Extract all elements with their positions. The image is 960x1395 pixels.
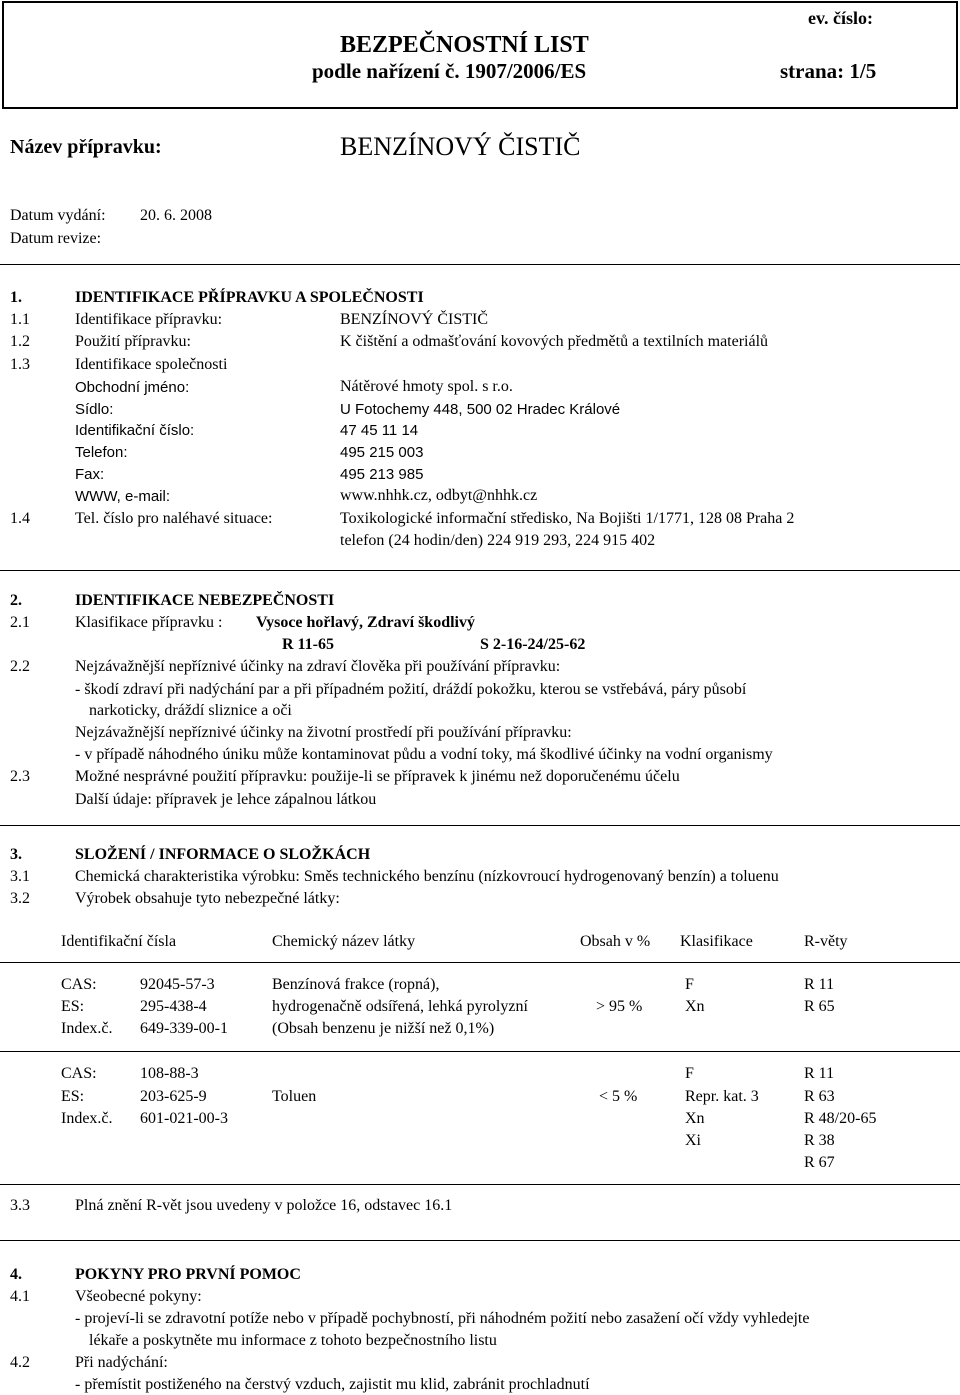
id-label: Index.č. xyxy=(61,1110,113,1127)
item-4-2-number: 4.2 xyxy=(10,1354,30,1371)
item-1-3-label: Identifikace společnosti xyxy=(75,356,228,373)
item-1-2-label: Použití přípravku: xyxy=(75,333,191,350)
classification-value: Vysoce hořlavý, Zdraví škodlivý xyxy=(256,614,475,631)
item-1-4-number: 1.4 xyxy=(10,510,30,527)
emergency-center: Toxikologické informační středisko, Na Bojišti 1/1771, 128 08 Praha 2 xyxy=(340,510,795,527)
health-effects-text-cont: narkoticky, dráždí sliznice a oči xyxy=(89,702,292,719)
general-instructions-text-cont: lékaře a poskytněte mu informace z tohoto bezpečnostního listu xyxy=(89,1332,497,1349)
content-percent: < 5 % xyxy=(599,1088,638,1105)
content-percent: > 95 % xyxy=(596,998,643,1015)
classification: F xyxy=(685,976,694,993)
item-1-4-label: Tel. číslo pro naléhavé situace: xyxy=(75,510,273,527)
item-1-3-number: 1.3 xyxy=(10,356,30,373)
issue-date: 20. 6. 2008 xyxy=(140,207,212,224)
phone-label: Telefon: xyxy=(75,444,128,461)
section-3-number: 3. xyxy=(10,846,22,863)
company-id: 47 45 11 14 xyxy=(340,422,419,439)
divider xyxy=(0,825,960,826)
general-instructions-text: - projeví-li se zdravotní potíže nebo v případě pochybností, při náhodném požití nebo zasažení očí vždy vyhledejte xyxy=(75,1310,810,1327)
seat-value: U Fotochemy 448, 500 02 Hradec Králové xyxy=(340,401,621,418)
col-header-name: Chemický název látky xyxy=(272,933,416,950)
classification: Xi xyxy=(685,1132,701,1149)
page-number: strana: 1/5 xyxy=(780,59,877,83)
hazardous-substances-intro: Výrobek obsahuje tyto nebezpečné látky: xyxy=(75,890,340,907)
r-phrase: R 11 xyxy=(804,976,835,993)
company-id-label: Identifikační číslo: xyxy=(75,422,195,439)
phone-value: 495 215 003 xyxy=(340,444,424,461)
health-effects-title: Nejzávažnější nepříznivé účinky na zdraví člověka při používání přípravku: xyxy=(75,658,561,675)
item-2-1-label: Klasifikace přípravku : xyxy=(75,614,223,631)
item-1-1-number: 1.1 xyxy=(10,311,30,328)
item-1-1-label: Identifikace přípravku: xyxy=(75,311,223,328)
misuse-text: Možné nesprávné použití přípravku: použije-li se přípravek k jinému než doporučenému účelu xyxy=(75,768,680,785)
section-4-title: POKYNY PRO PRVNÍ POMOC xyxy=(75,1266,301,1283)
r-phrase: R 11 xyxy=(804,1065,835,1082)
divider xyxy=(0,264,960,265)
document-title: BEZPEČNOSTNÍ LIST xyxy=(340,32,589,58)
r-phrase: R 63 xyxy=(804,1088,835,1105)
table-divider xyxy=(0,1051,960,1052)
substance-note: (Obsah benzenu je nižší než 0,1%) xyxy=(272,1020,495,1037)
col-header-r-phrases: R-věty xyxy=(804,933,848,950)
table-divider xyxy=(0,962,960,963)
index-number: 601-021-00-3 xyxy=(140,1110,228,1127)
revision-date-label: Datum revize: xyxy=(10,230,102,247)
general-instructions-label: Všeobecné pokyny: xyxy=(75,1288,202,1305)
r-phrase: R 65 xyxy=(804,998,835,1015)
product-name-label: Název přípravku: xyxy=(10,136,162,158)
item-4-1-number: 4.1 xyxy=(10,1288,30,1305)
cas-number: 108-88-3 xyxy=(140,1065,199,1082)
environment-effects-title: Nejzávažnější nepříznivé účinky na životní prostředí při používání přípravku: xyxy=(75,724,572,741)
trade-name: Nátěrové hmoty spol. s r.o. xyxy=(340,378,513,395)
substance-name: Toluen xyxy=(272,1088,317,1105)
substance-name: Benzínová frakce (ropná), xyxy=(272,976,440,993)
trade-name-label: Obchodní jméno: xyxy=(75,379,190,396)
fax-label: Fax: xyxy=(75,466,105,483)
r-phrase: R 48/20-65 xyxy=(804,1110,877,1127)
cas-number: 92045-57-3 xyxy=(140,976,215,993)
r-phrase: R 67 xyxy=(804,1154,835,1171)
id-label: CAS: xyxy=(61,976,97,993)
item-2-2-number: 2.2 xyxy=(10,658,30,675)
classification: Xn xyxy=(685,998,705,1015)
inhalation-label: Při nadýchání: xyxy=(75,1354,168,1371)
item-3-2-number: 3.2 xyxy=(10,890,30,907)
divider xyxy=(0,570,960,571)
r-phrase: R 38 xyxy=(804,1132,835,1149)
seat-label: Sídlo: xyxy=(75,401,114,418)
id-label: ES: xyxy=(61,1088,85,1105)
classification: F xyxy=(685,1065,694,1082)
other-info-text: Další údaje: přípravek je lehce zápalnou látkou xyxy=(75,791,377,808)
web-label: WWW, e-mail: xyxy=(75,488,170,505)
section-1-title: IDENTIFIKACE PŘÍPRAVKU A SPOLEČNOSTI xyxy=(75,289,424,306)
es-number: 295-438-4 xyxy=(140,998,207,1015)
col-header-content: Obsah v % xyxy=(580,933,651,950)
item-1-2-value: K čištění a odmašťování kovových předmětů a textilních materiálů xyxy=(340,333,769,350)
section-4-number: 4. xyxy=(10,1266,22,1283)
product-name: BENZÍNOVÝ ČISTIČ xyxy=(340,132,581,161)
environment-effects-text: - v případě náhodného úniku může kontaminovat půdu a vodní toky, má škodlivé účinky na vodní organismy xyxy=(75,746,773,763)
section-2-number: 2. xyxy=(10,592,22,609)
r-phrases-note: Plná znění R-vět jsou uvedeny v položce 16, odstavec 16.1 xyxy=(75,1197,453,1214)
item-2-3-number: 2.3 xyxy=(10,768,30,785)
item-1-2-number: 1.2 xyxy=(10,333,30,350)
issue-date-label: Datum vydání: xyxy=(10,207,106,224)
section-1-number: 1. xyxy=(10,289,22,306)
regulation-subtitle: podle nařízení č. 1907/2006/ES xyxy=(312,59,587,83)
classification: Repr. kat. 3 xyxy=(685,1088,759,1105)
s-phrases: S 2-16-24/25-62 xyxy=(480,636,586,653)
item-3-3-number: 3.3 xyxy=(10,1197,30,1214)
inhalation-text: - přemístit postiženého na čerstvý vzduch, zajistit mu klid, zabránit prochladnutí xyxy=(75,1376,590,1393)
classification: Xn xyxy=(685,1110,705,1127)
web-email-value: www.nhhk.cz, odbyt@nhhk.cz xyxy=(340,487,538,504)
col-header-classification: Klasifikace xyxy=(680,933,753,950)
id-label: CAS: xyxy=(61,1065,97,1082)
item-2-1-number: 2.1 xyxy=(10,614,30,631)
item-3-1-number: 3.1 xyxy=(10,868,30,885)
chemical-characteristics: Chemická charakteristika výrobku: Směs technického benzínu (nízkovroucí hydrogenovaný benzín) a toluenu xyxy=(75,868,779,885)
health-effects-text: - škodí zdraví při nadýchání par a při případném požití, dráždí pokožku, kterou se vstřebává, páry působí xyxy=(75,681,747,698)
substance-name-cont: hydrogenačně odsířená, lehká pyrolyzní xyxy=(272,998,528,1015)
col-header-ids: Identifikační čísla xyxy=(61,933,177,950)
emergency-phone: telefon (24 hodin/den) 224 919 293, 224 915 402 xyxy=(340,532,656,549)
section-3-title: SLOŽENÍ / INFORMACE O SLOŽKÁCH xyxy=(75,846,371,863)
item-1-1-value: BENZÍNOVÝ ČISTIČ xyxy=(340,311,488,328)
ev-number-label: ev. číslo: xyxy=(808,8,873,28)
fax-value: 495 213 985 xyxy=(340,466,424,483)
es-number: 203-625-9 xyxy=(140,1088,207,1105)
id-label: ES: xyxy=(61,998,85,1015)
index-number: 649-339-00-1 xyxy=(140,1020,228,1037)
section-2-title: IDENTIFIKACE NEBEZPEČNOSTI xyxy=(75,592,335,609)
id-label: Index.č. xyxy=(61,1020,113,1037)
divider xyxy=(0,1240,960,1241)
r-phrases: R 11-65 xyxy=(282,636,334,653)
table-divider xyxy=(0,1184,960,1185)
